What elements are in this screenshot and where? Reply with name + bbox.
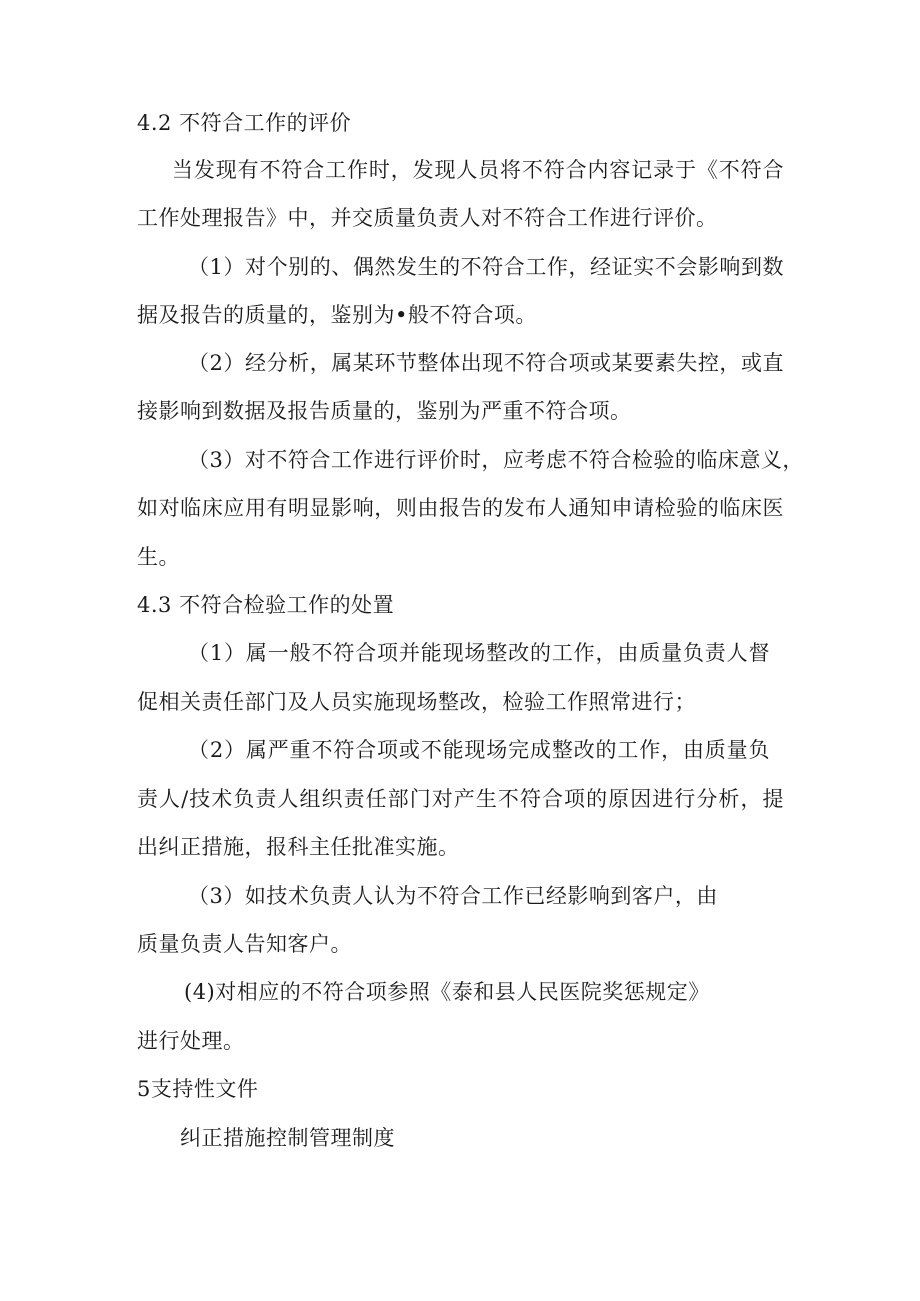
section-4-3-item-3-line-1: （3）如技术负责人认为不符合工作已经影响到客户，由 bbox=[188, 884, 718, 908]
section-5-item: 纠正措施控制管理制度 bbox=[180, 1126, 395, 1150]
section-4-2-intro-line-1: 当发现有不符合工作时，发现人员将不符合内容记录于《不符合 bbox=[172, 158, 784, 182]
section-4-2-heading: 4.2 不符合工作的评价 bbox=[137, 111, 352, 135]
section-4-2-item-2-line-1: （2）经分析，属某环节整体出现不符合项或某要素失控，或直 bbox=[188, 351, 784, 375]
section-4-2-item-1-line-2: 据及报告的质量的，鉴别为•般不符合项。 bbox=[137, 303, 537, 327]
section-4-3-item-4-line-1: (4)对相应的不符合项参照《泰和县人民医院奖惩规定》 bbox=[184, 980, 710, 1004]
section-4-3-item-4-line-2: 进行处理。 bbox=[137, 1029, 245, 1053]
section-4-3-item-1-line-1: （1）属一般不符合项并能现场整改的工作，由质量负责人督 bbox=[188, 641, 770, 665]
section-4-2-item-3-line-2: 如对临床应用有明显影响，则由报告的发布人通知申请检验的临床医 bbox=[137, 496, 784, 520]
section-4-2-item-1-line-1: （1）对个别的、偶然发生的不符合工作，经证实不会影响到数 bbox=[188, 255, 784, 279]
section-5-heading: 5支持性文件 bbox=[137, 1077, 259, 1101]
section-4-3-item-2-line-2: 责人/技术负责人组织责任部门对产生不符合项的原因进行分析，提 bbox=[137, 787, 784, 811]
section-4-3-item-2-line-3: 出纠正措施，报科主任批准实施。 bbox=[137, 835, 460, 859]
section-4-3-item-1-line-2: 促相关责任部门及人员实施现场整改，检验工作照常进行； bbox=[137, 690, 696, 714]
section-4-2-item-2-line-2: 接影响到数据及报告质量的，鉴别为严重不符合项。 bbox=[137, 399, 632, 423]
section-4-2-item-3-line-1: （3）对不符合工作进行评价时，应考虑不符合检验的临床意义， bbox=[188, 448, 804, 472]
section-4-2-intro-line-2: 工作处理报告》中，并交质量负责人对不符合工作进行评价。 bbox=[137, 206, 718, 230]
section-4-3-item-2-line-1: （2）属严重不符合项或不能现场完成整改的工作，由质量负 bbox=[188, 738, 770, 762]
section-4-2-item-3-line-3: 生。 bbox=[137, 545, 180, 569]
section-4-3-item-3-line-2: 质量负责人告知客户。 bbox=[137, 932, 352, 956]
section-4-3-heading: 4.3 不符合检验工作的处置 bbox=[137, 593, 395, 617]
